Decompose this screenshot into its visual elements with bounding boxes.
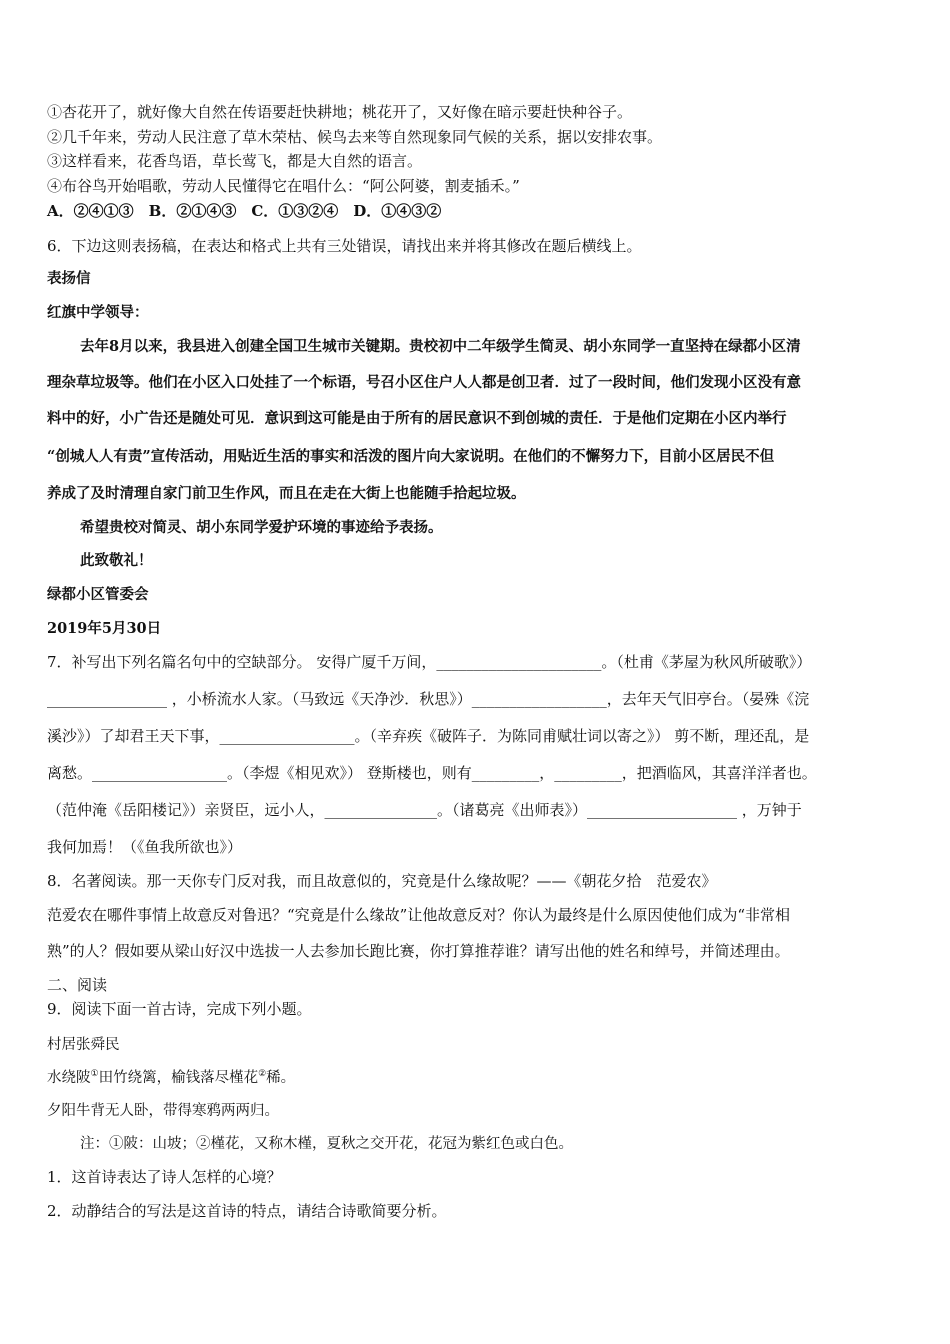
q5-sentence-3: ③这样看来，花香鸟语，草长莺飞，都是大自然的语言。 bbox=[47, 152, 423, 170]
q6-body-line: 料中的好，小广告还是随处可见．意识到这可能是由于所有的居民意识不到创城的责任．于是他们定期在小区内举行 bbox=[47, 410, 787, 427]
q8-line-2: 范爱农在哪件事情上故意反对鲁迅？“究竟是什么缘故”让他故意反对？你认为最终是什么原因使他们成为“非常相 bbox=[47, 906, 791, 924]
q6-body-line: 理杂草垃圾等。他们在小区入口处挂了一个标语，号召小区住户人人都是创卫者．过了一段时间，他们发现小区没有意 bbox=[47, 374, 801, 391]
q8-line-3: 熟”的人？假如要从梁山好汉中选拔一人去参加长跑比赛，你打算推荐谁？请写出他的姓名和绰号，并简述理由。 bbox=[47, 942, 790, 960]
section-heading-reading: 二、阅读 bbox=[47, 976, 108, 994]
q5-sentence-4: ④布谷鸟开始唱歌，劳动人民懂得它在唱什么：“阿公阿婆，割麦插禾。” bbox=[47, 177, 520, 195]
q9-prompt: 9．阅读下面一首古诗，完成下列小题。 bbox=[47, 1000, 312, 1018]
footnote-mark: ① bbox=[90, 1069, 99, 1080]
poem-title: 村居张舜民 bbox=[47, 1037, 120, 1053]
q6-closing: 此致敬礼！ bbox=[80, 552, 153, 569]
q6-prompt: 6．下边这则表扬稿，在表达和格式上共有三处错误，请找出来并将其修改在题后横线上。 bbox=[47, 237, 642, 255]
q5-sentence-2: ②几千年来，劳动人民注意了草木荣枯、候鸟去来等自然现象同气候的关系，据以安排农事。 bbox=[47, 128, 663, 146]
q5-sentence-1: ①杏花开了，就好像大自然在传语要赶快耕地；桃花开了，又好像在暗示要赶快种谷子。 bbox=[47, 103, 633, 121]
q6-hope: 希望贵校对简灵、胡小东同学爱护环境的事迹给予表扬。 bbox=[80, 519, 443, 536]
poem-line-1-part-a: 水绕陂 bbox=[47, 1070, 91, 1086]
q6-body-line: “创城人人有责”宣传活动，用贴近生活的事实和活泼的图片向大家说明。在他们的不懈努力下，目前小区居民不但 bbox=[47, 448, 775, 465]
q6-date: 2019年5月30日 bbox=[47, 620, 162, 637]
q7-line: ________________ ，小桥流水人家。（马致远《天净沙．秋思》）__________________，去年天气旧亭台。（晏殊《浣 bbox=[47, 690, 810, 708]
q8-line-1: 8．名著阅读。那一天你专门反对我，而且故意似的，究竟是什么缘故呢？——《朝花夕拾 范爱农》 bbox=[47, 872, 717, 890]
q7-line: 我何加焉！（《鱼我所欲也》） bbox=[47, 838, 243, 856]
q6-salutation: 红旗中学领导： bbox=[47, 304, 149, 321]
poem-line-1-part-c: 稀。 bbox=[266, 1070, 296, 1086]
q9-sub-question-2: 2．动静结合的写法是这首诗的特点，请结合诗歌简要分析。 bbox=[47, 1202, 447, 1220]
q7-line: 离愁。__________________。（李煜《相见欢》） 登斯楼也，则有_________，_________，把酒临风，其喜洋洋者也。 bbox=[47, 764, 817, 782]
q5-options: A．②④①③ B．②①④③ C．①③②④ D．①④③② bbox=[47, 202, 442, 220]
q6-body-line: 养成了及时清理自家门前卫生作风，而且在走在大街上也能随手拾起垃圾。 bbox=[47, 485, 526, 502]
q7-line: 7．补写出下列名篇名句中的空缺部分。 安得广厦千万间，______________________。（杜甫《茅屋为秋风所破歌》） bbox=[47, 653, 812, 671]
q9-sub-question-1: 1．这首诗表达了诗人怎样的心境？ bbox=[47, 1168, 282, 1186]
q6-body-line: 去年8月以来，我县进入创建全国卫生城市关键期。贵校初中二年级学生简灵、胡小东同学一直坚持在绿都小区清 bbox=[80, 338, 801, 355]
poem-line-1 bbox=[47, 1068, 295, 1088]
q6-signer: 绿都小区管委会 bbox=[47, 586, 149, 603]
q6-letter-title: 表扬信 bbox=[47, 270, 91, 287]
footnote-mark: ② bbox=[258, 1069, 267, 1080]
poem-line-2: 夕阳牛背无人卧，带得寒鸦两两归。 bbox=[47, 1103, 279, 1119]
q7-line: 溪沙》）了却君王天下事，__________________。（辛弃疾《破阵子．为陈同甫赋壮词以寄之》） 剪不断，理还乱，是 bbox=[47, 727, 810, 745]
poem-note: 注：①陂：山坡；②槿花，又称木槿，夏秋之交开花，花冠为紫红色或白色。 bbox=[80, 1136, 573, 1152]
q7-line: （范仲淹《岳阳楼记》）亲贤臣，远小人，_______________。（诸葛亮《出师表》）____________________ ，万钟于 bbox=[47, 801, 802, 819]
poem-line-1-part-b: 田竹绕篱，榆钱落尽槿花 bbox=[98, 1070, 259, 1086]
